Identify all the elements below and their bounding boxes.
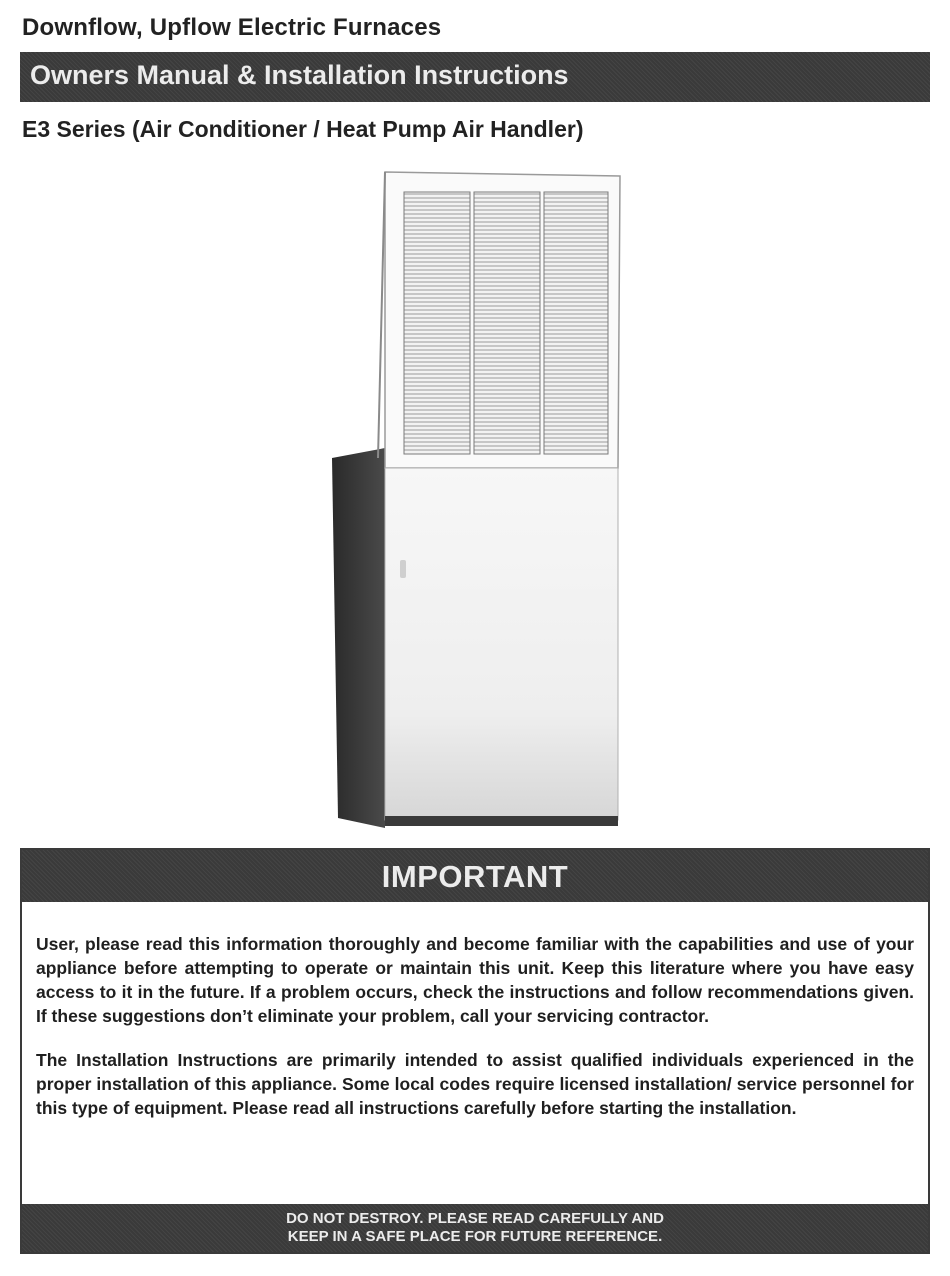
document-title: Owners Manual & Installation Instructions	[30, 60, 569, 90]
important-header	[22, 850, 928, 902]
important-notice	[20, 848, 930, 1254]
important-paragraph-installation: The Installation Instructions are primarily intended to assist qualified individuals experienced in the proper installation of this appliance. Some local codes require licensed installation/ service personnel for this type of equipment. Please read all instructions carefully before starting the installation.	[36, 1050, 914, 1118]
footer-line-1: DO NOT DESTROY. PLEASE READ CAREFULLY AND	[286, 1210, 664, 1227]
important-body	[22, 902, 928, 1120]
important-footer	[22, 1204, 928, 1252]
important-paragraph-user: User, please read this information thoroughly and become familiar with the capabilities and use of your appliance before attempting to operate or maintain this unit. Keep this literature where you have easy access to it in the future. If a problem occurs, check the instructions and follow recommendations given. If these suggestions don’t eliminate your problem, call your servicing contractor.	[36, 934, 914, 1026]
title-banner	[20, 52, 930, 102]
grille-louvers	[404, 192, 608, 454]
important-heading: IMPORTANT	[381, 859, 569, 894]
panel-latch-icon	[400, 560, 406, 578]
document-category: Downflow, Upflow Electric Furnaces	[22, 14, 442, 41]
series-subtitle: E3 Series (Air Conditioner / Heat Pump Air Handler)	[22, 116, 584, 142]
air-handler-unit-illustration	[330, 168, 630, 832]
footer-line-2: KEEP IN A SAFE PLACE FOR FUTURE REFERENCE.	[287, 1228, 663, 1245]
